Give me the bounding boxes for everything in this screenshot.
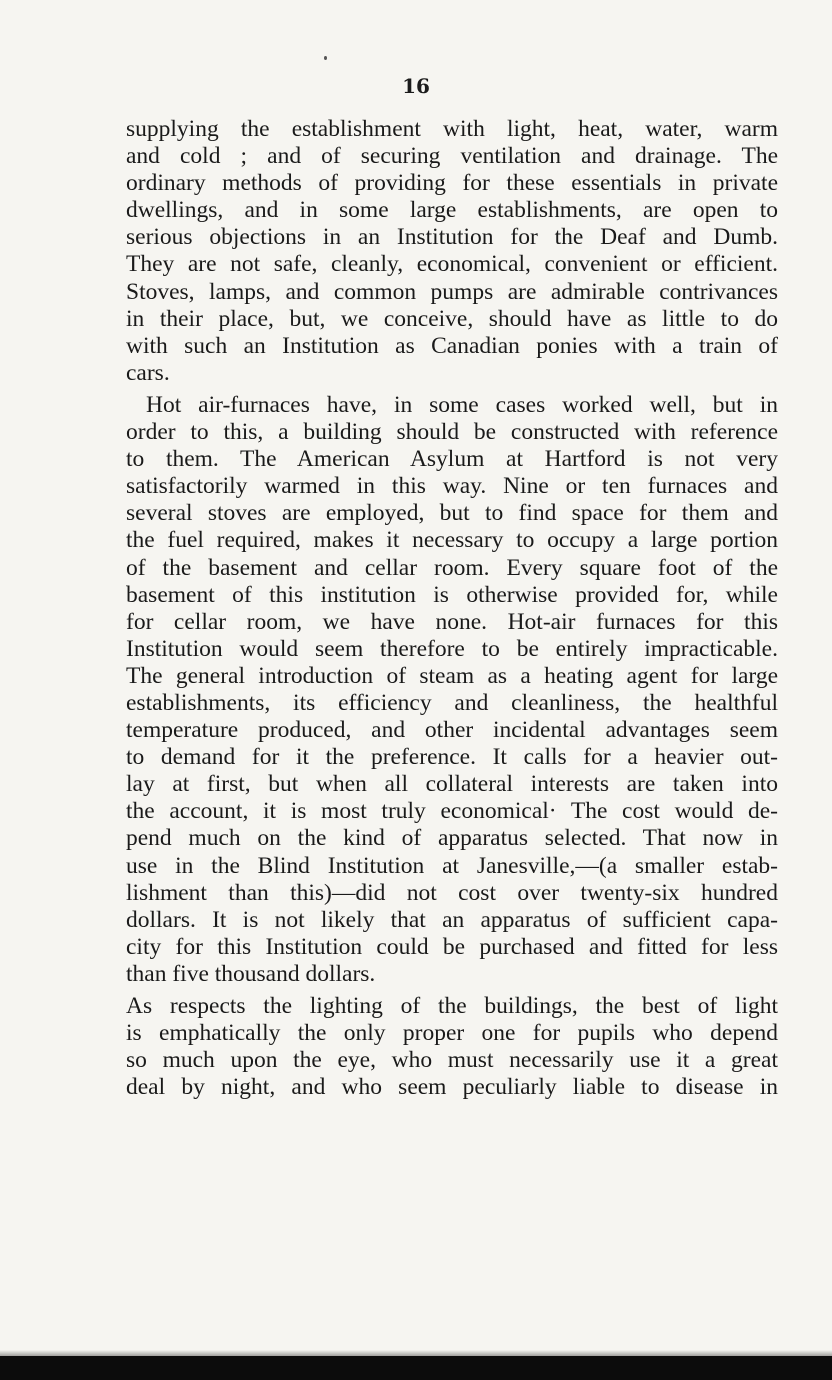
text-line: Institution would seem therefore to be entirely impracticable. bbox=[126, 635, 778, 662]
text-line: The general introduction of steam as a heating agent for large bbox=[126, 662, 778, 689]
text-line: basement of this institution is otherwise provided for, while bbox=[126, 581, 778, 608]
ink-speck bbox=[324, 56, 327, 60]
text-line: satisfactorily warmed in this way. Nine or ten furnaces and bbox=[126, 473, 778, 500]
text-line: cars. bbox=[126, 359, 170, 386]
text-line: the fuel required, makes it necessary to occupy a large portion bbox=[126, 527, 778, 554]
scan-bottom-edge bbox=[0, 1356, 832, 1380]
paragraph-1 bbox=[126, 116, 778, 387]
text-line: deal by night, and who seem peculiarly liable to disease in bbox=[126, 1074, 778, 1101]
text-line: order to this, a building should be constructed with reference bbox=[126, 419, 778, 446]
text-line: ordinary methods of providing for these essentials in private bbox=[126, 170, 778, 197]
text-line: several stoves are employed, but to find space for them and bbox=[126, 500, 778, 527]
text-line: to them. The American Asylum at Hartford is not very bbox=[126, 446, 778, 473]
text-line: establishments, its efficiency and cleanliness, the healthful bbox=[126, 689, 778, 716]
page-number: 16 bbox=[402, 74, 430, 98]
paragraph-3 bbox=[126, 993, 778, 1101]
text-line: with such an Institution as Canadian ponies with a train of bbox=[126, 332, 778, 359]
paragraph-2 bbox=[126, 392, 778, 988]
text-line: dollars. It is not likely that an apparatus of sufficient capa- bbox=[126, 906, 778, 933]
text-line: for cellar room, we have none. Hot-air furnaces for this bbox=[126, 608, 778, 635]
text-line: of the basement and cellar room. Every square foot of the bbox=[126, 554, 778, 581]
text-line: Hot air-furnaces have, in some cases worked well, but in bbox=[146, 391, 778, 418]
text-line: and cold ; and of securing ventilation and drainage. The bbox=[126, 143, 778, 170]
text-line: in their place, but, we conceive, should have as little to do bbox=[126, 305, 778, 332]
text-line: As respects the lighting of the buildings, the best of light bbox=[126, 993, 778, 1019]
text-line: lishment than this)—did not cost over twenty-six hundred bbox=[126, 879, 778, 906]
text-line: use in the Blind Institution at Janesville,—(a smaller estab- bbox=[126, 852, 778, 879]
body-text bbox=[126, 116, 778, 1101]
text-line: pend much on the kind of apparatus selected. That now in bbox=[126, 825, 778, 852]
text-line: to demand for it the preference. It calls for a heavier out- bbox=[126, 744, 778, 771]
text-line: supplying the establishment with light, heat, water, warm bbox=[126, 116, 778, 142]
text-line: than five thousand dollars. bbox=[126, 960, 376, 987]
text-line: They are not safe, cleanly, economical, convenient or efficient. bbox=[126, 251, 778, 278]
text-line: serious objections in an Institution for the Deaf and Dumb. bbox=[126, 224, 778, 251]
text-line: temperature produced, and other incidental advantages seem bbox=[126, 717, 778, 744]
text-line: lay at first, but when all collateral interests are taken into bbox=[126, 771, 778, 798]
text-line: is emphatically the only proper one for pupils who depend bbox=[126, 1020, 778, 1047]
text-line: so much upon the eye, who must necessarily use it a great bbox=[126, 1047, 778, 1074]
text-line: dwellings, and in some large establishments, are open to bbox=[126, 197, 778, 224]
text-line: Stoves, lamps, and common pumps are admirable contrivances bbox=[126, 278, 778, 305]
text-line: city for this Institution could be purchased and fitted for less bbox=[126, 933, 778, 960]
text-line: the account, it is most truly economical· The cost would de- bbox=[126, 798, 778, 825]
